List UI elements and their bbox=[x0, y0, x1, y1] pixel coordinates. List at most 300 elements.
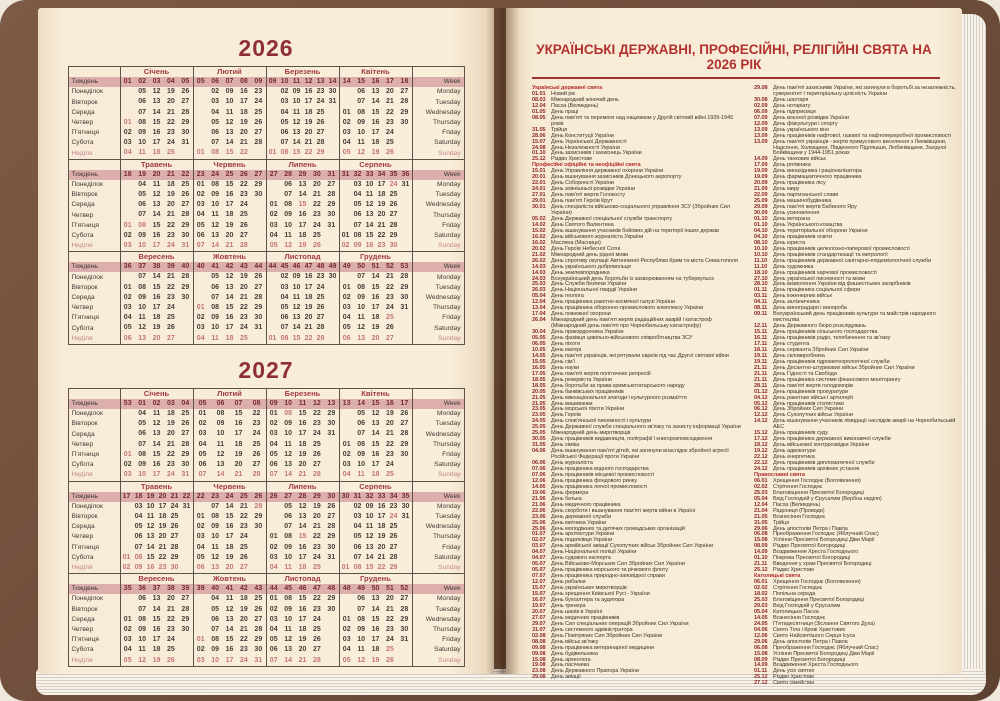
week-numbers bbox=[194, 77, 266, 87]
holiday-date: 01.10 bbox=[753, 221, 768, 228]
dates-row bbox=[121, 409, 193, 419]
dates-row bbox=[121, 460, 193, 470]
date-cell: 01 bbox=[341, 563, 350, 571]
date-cell: 21 bbox=[298, 471, 307, 479]
date-cell: 24 bbox=[240, 324, 248, 332]
date-cell: 22 bbox=[240, 180, 248, 188]
dates-row bbox=[194, 502, 266, 512]
holiday-item: 12.04 Пасха (Великдень) bbox=[532, 102, 599, 109]
date-cell bbox=[181, 522, 193, 532]
date-cell: 13 bbox=[371, 88, 380, 96]
week-label-en: Week bbox=[412, 77, 464, 87]
month-name: Грудень bbox=[339, 574, 412, 585]
week-number: 46 bbox=[292, 263, 301, 271]
date-cell: 17 bbox=[371, 304, 380, 312]
holiday-item: 21.06 День батька bbox=[532, 495, 582, 502]
date-cell: 31 bbox=[181, 139, 190, 147]
date-cell bbox=[397, 645, 411, 655]
holiday-date: 08.03 bbox=[532, 96, 546, 103]
week-number: 53 bbox=[400, 263, 409, 271]
date-cell: 22 bbox=[377, 563, 386, 571]
date-cell: 10 bbox=[357, 461, 365, 469]
dates-row bbox=[340, 180, 412, 190]
week-number: 08 bbox=[240, 78, 248, 85]
date-cell bbox=[267, 502, 281, 512]
month-name: Червень bbox=[193, 159, 266, 170]
holiday-date: 02.02 bbox=[753, 483, 768, 490]
holiday-item: 07.06 День працівника водного господарства bbox=[532, 466, 649, 472]
holiday-item: 15.07 День Української Державності bbox=[532, 138, 627, 145]
date-cell bbox=[400, 532, 412, 542]
date-cell: 18 bbox=[304, 293, 313, 301]
date-cell: 05 bbox=[269, 242, 278, 250]
holiday-item: 19.06 День фермера bbox=[532, 489, 589, 496]
holiday-date: 23.05 bbox=[532, 412, 546, 419]
holiday-item: 07.09 День воєнної розвідки України bbox=[753, 114, 849, 121]
week-number: 33 bbox=[377, 492, 386, 500]
day-label-ua: Середа bbox=[68, 522, 120, 532]
holiday-item: 22.09 День партизанської слави bbox=[753, 192, 839, 199]
date-cell bbox=[267, 323, 279, 333]
date-cell: 16 bbox=[225, 191, 234, 199]
date-cell: 30 bbox=[400, 625, 409, 633]
date-cell: 12 bbox=[371, 410, 380, 418]
dates-row bbox=[121, 502, 193, 512]
date-cell bbox=[251, 241, 265, 251]
date-cell: 05 bbox=[196, 221, 205, 229]
date-cell bbox=[340, 594, 354, 604]
date-cell: 29 bbox=[389, 231, 398, 239]
date-cell: 26 bbox=[254, 118, 263, 126]
day-label-ua: Субота bbox=[68, 645, 120, 655]
date-cell: 20 bbox=[158, 533, 167, 541]
holiday-date: 28.11 bbox=[753, 382, 768, 389]
week-number: 13 bbox=[316, 78, 325, 85]
week-numbers bbox=[340, 170, 412, 180]
date-cell: 01 bbox=[269, 201, 278, 209]
month-name: Жовтень bbox=[193, 252, 266, 263]
date-cell: 10 bbox=[138, 304, 146, 312]
date-cell: 19 bbox=[371, 656, 380, 664]
date-cell: 08 bbox=[280, 149, 289, 157]
date-cell bbox=[194, 615, 208, 625]
day-label-en: Wednesday bbox=[412, 429, 464, 439]
date-cell: 01 bbox=[123, 118, 132, 126]
dates-row bbox=[194, 615, 266, 625]
holiday-item: 29.01 День пам’яті Героїв Крут bbox=[532, 198, 613, 205]
holiday-date: 07.06 bbox=[532, 466, 546, 472]
date-cell: 05 bbox=[342, 324, 351, 332]
holiday-item: 14.09 Воздвиження Хреста Господнього bbox=[753, 662, 859, 669]
date-cell bbox=[340, 543, 352, 553]
dates-row bbox=[194, 656, 266, 666]
dates-row bbox=[267, 645, 339, 655]
date-cell: 13 bbox=[292, 129, 301, 137]
week-number: 03 bbox=[152, 78, 161, 85]
date-cell: 14 bbox=[284, 656, 292, 664]
date-cell: 11 bbox=[357, 314, 365, 322]
holiday-date: 29.09 bbox=[753, 204, 768, 211]
date-cell: 21 bbox=[225, 242, 234, 250]
date-cell: 25 bbox=[313, 440, 321, 448]
dates-row bbox=[121, 241, 193, 251]
holiday-item: 15.07 День хрещення Київської Русі - України bbox=[532, 591, 650, 598]
dates-row bbox=[121, 605, 193, 615]
date-cell: 06 bbox=[211, 129, 219, 137]
dates-row bbox=[121, 532, 193, 542]
date-cell: 02 bbox=[280, 273, 289, 281]
dates-row bbox=[121, 615, 193, 625]
week-number: 19 bbox=[138, 170, 146, 178]
date-cell bbox=[194, 272, 208, 282]
holiday-item: 14.05 День пам’яті українців, які рятували євреїв під час Другої світової війни bbox=[532, 352, 729, 359]
date-cell bbox=[251, 543, 265, 553]
date-cell: 06 bbox=[196, 563, 205, 571]
date-cell: 29 bbox=[181, 283, 190, 291]
date-cell: 26 bbox=[240, 221, 248, 229]
week-label-en: Week bbox=[412, 262, 464, 272]
date-cell bbox=[121, 522, 133, 532]
date-cell: 29 bbox=[316, 334, 325, 342]
dates-row bbox=[267, 231, 339, 241]
holiday-date: 05.07 bbox=[532, 567, 546, 574]
holiday-date: 21.05 bbox=[532, 394, 546, 401]
date-cell: 13 bbox=[365, 211, 374, 219]
date-cell bbox=[178, 334, 192, 344]
week-number: 35 bbox=[389, 170, 398, 178]
day-label-en: Wednesday bbox=[412, 522, 464, 532]
holiday-item: 02.07 День податківця України bbox=[532, 537, 613, 544]
holiday-item: 22.06 День скорботи і вшанування пам’яті жертв війни в Україні bbox=[532, 507, 695, 514]
date-cell: 23 bbox=[167, 625, 175, 633]
date-cell: 07 bbox=[280, 139, 289, 147]
holiday-date: 15.07 bbox=[532, 585, 546, 592]
date-cell: 24 bbox=[167, 242, 175, 250]
date-cell: 16 bbox=[152, 293, 161, 301]
date-cell: 18 bbox=[298, 231, 307, 239]
date-cell: 03 bbox=[280, 98, 289, 106]
date-cell: 24 bbox=[316, 98, 325, 106]
dates-row bbox=[194, 460, 266, 470]
holiday-date: 20.05 bbox=[532, 388, 546, 395]
date-cell: 19 bbox=[371, 324, 380, 332]
date-cell: 09 bbox=[138, 625, 146, 633]
date-cell: 19 bbox=[313, 502, 321, 510]
day-label-en: Thursday bbox=[412, 440, 464, 450]
date-cell: 04 bbox=[123, 149, 132, 157]
date-cell: 08 bbox=[211, 512, 219, 520]
date-cell: 20 bbox=[225, 231, 234, 239]
dates-row bbox=[121, 97, 193, 107]
week-label-ua: Тиждень bbox=[68, 170, 120, 180]
holiday-item: 06.12 День Збройних Сил України bbox=[753, 406, 844, 413]
week-number: 20 bbox=[158, 492, 167, 500]
date-cell: 16 bbox=[371, 118, 380, 126]
week-numbers bbox=[194, 399, 266, 409]
day-label-en: Tuesday bbox=[412, 419, 464, 429]
date-cell: 30 bbox=[181, 461, 190, 469]
holiday-date: 02.08 bbox=[532, 632, 546, 639]
holiday-date: 18.02 bbox=[753, 591, 768, 598]
holiday-date: 15.05 bbox=[532, 358, 546, 365]
date-cell: 15 bbox=[371, 440, 380, 448]
holiday-item: 05.12 День працівників статистики bbox=[753, 400, 844, 407]
holiday-item: 26.02 День спротиву окупації Автономної Республіки Крим та міста Севастополя bbox=[532, 257, 738, 264]
date-cell: 09 bbox=[357, 118, 365, 126]
date-cell: 27 bbox=[400, 420, 409, 428]
date-cell: 20 bbox=[313, 512, 321, 520]
week-numbers bbox=[267, 77, 339, 87]
holiday-date: 05.04 bbox=[532, 293, 546, 300]
holiday-item: 04.07 День судового експерта bbox=[532, 555, 611, 562]
dates-row bbox=[194, 543, 266, 553]
day-label-ua: Субота bbox=[68, 323, 120, 333]
day-label-en: Friday bbox=[412, 128, 464, 138]
date-cell: 29 bbox=[181, 450, 190, 458]
date-cell: 11 bbox=[284, 563, 292, 571]
date-cell bbox=[121, 200, 135, 210]
dates-row bbox=[340, 532, 412, 542]
date-cell bbox=[121, 594, 135, 604]
date-cell: 14 bbox=[371, 98, 380, 106]
date-cell: 25 bbox=[254, 595, 263, 603]
date-cell: 28 bbox=[400, 98, 409, 106]
date-cell: 24 bbox=[254, 98, 263, 106]
day-label-en: Monday bbox=[412, 502, 464, 512]
date-cell: 30 bbox=[181, 231, 190, 239]
date-cell bbox=[327, 128, 339, 138]
date-cell: 29 bbox=[181, 615, 190, 623]
date-cell: 08 bbox=[353, 563, 362, 571]
holiday-item: 06.05 День піхоти bbox=[532, 340, 581, 347]
date-cell: 02 bbox=[123, 293, 132, 301]
date-cell bbox=[194, 97, 208, 107]
date-cell: 11 bbox=[216, 440, 225, 448]
date-cell: 08 bbox=[211, 304, 219, 312]
holiday-date: 18.12 bbox=[753, 442, 768, 449]
date-cell: 16 bbox=[152, 129, 161, 137]
holiday-date: 18.11 bbox=[753, 346, 768, 353]
date-cell: 24 bbox=[389, 180, 398, 188]
holiday-item: 27.12 Свято сімейства bbox=[753, 680, 815, 687]
holiday-date: 01.07 bbox=[532, 531, 546, 538]
holiday-item: 01.01 Новий рік bbox=[532, 90, 575, 97]
date-cell: 23 bbox=[167, 461, 175, 469]
date-cell bbox=[267, 512, 281, 522]
week-number: 12 bbox=[304, 78, 313, 85]
date-cell: 29 bbox=[170, 553, 179, 561]
date-cell bbox=[194, 625, 208, 635]
date-cell: 27 bbox=[313, 646, 321, 654]
date-cell: 31 bbox=[254, 656, 263, 664]
date-cell: 29 bbox=[254, 304, 263, 312]
holiday-date: 08.09 bbox=[753, 656, 768, 663]
date-cell: 01 bbox=[196, 636, 205, 644]
date-cell: 15 bbox=[146, 553, 155, 561]
day-label-en: Tuesday bbox=[412, 283, 464, 293]
date-cell: 08 bbox=[357, 615, 365, 623]
dates-row bbox=[267, 138, 339, 148]
date-cell bbox=[194, 293, 208, 303]
holiday-date: 14.03 bbox=[532, 263, 546, 270]
date-cell: 05 bbox=[284, 502, 292, 510]
date-cell: 23 bbox=[167, 293, 175, 301]
holiday-item: 31.05 Трійця bbox=[753, 519, 790, 526]
holiday-item: 11.10 День працівників державної санітарно-епідеміологічної служби bbox=[753, 257, 932, 264]
date-cell: 01 bbox=[268, 149, 277, 157]
date-cell bbox=[267, 522, 281, 532]
holiday-date: 21.05 bbox=[532, 400, 546, 407]
holiday-item: 01.10 День захисників і захисниць України bbox=[532, 150, 642, 157]
holiday-date: 04.06 bbox=[753, 626, 768, 633]
date-cell: 15 bbox=[152, 450, 161, 458]
week-number: 35 bbox=[401, 492, 410, 500]
date-cell bbox=[121, 97, 135, 107]
date-cell: 24 bbox=[313, 615, 321, 623]
date-cell: 16 bbox=[240, 88, 248, 96]
date-cell: 13 bbox=[357, 334, 365, 342]
date-cell: 25 bbox=[386, 139, 394, 147]
dates-row bbox=[267, 656, 339, 666]
date-cell: 05 bbox=[269, 450, 278, 458]
date-cell: 25 bbox=[240, 334, 248, 342]
day-label-en: Friday bbox=[412, 313, 464, 323]
date-cell: 12 bbox=[146, 523, 155, 531]
dates-row bbox=[194, 334, 266, 344]
date-cell: 19 bbox=[240, 118, 248, 126]
holiday-item: 05.07 День Військово-Морських Сил Збройних Сил України bbox=[532, 561, 685, 568]
dates-row bbox=[267, 323, 339, 333]
date-cell: 18 bbox=[167, 410, 175, 418]
holiday-date: 26.03 bbox=[532, 287, 546, 294]
holiday-date: 30.01 bbox=[532, 204, 546, 211]
date-cell: 28 bbox=[400, 273, 409, 281]
date-cell: 05 bbox=[211, 273, 219, 281]
day-label-ua: Неділя bbox=[68, 148, 120, 159]
holiday-date: 07.06 bbox=[532, 471, 546, 478]
holiday-item: 21.05 День міжнаціональної злагоди і культурного розмаїття bbox=[532, 394, 687, 401]
month-name: Січень bbox=[120, 67, 193, 78]
week-number: 27 bbox=[284, 492, 292, 500]
day-label-en: Wednesday bbox=[412, 200, 464, 210]
day-label-en: Thursday bbox=[412, 625, 464, 635]
holiday-item: 15.01 День Управління державної охорони України bbox=[532, 168, 664, 175]
holiday-date: 01.11 bbox=[753, 668, 768, 675]
date-cell: 21 bbox=[234, 471, 243, 479]
date-cell: 31 bbox=[401, 180, 410, 188]
date-cell bbox=[327, 118, 339, 128]
dates-row bbox=[267, 419, 339, 429]
date-cell: 12 bbox=[216, 450, 225, 458]
day-label-en: Monday bbox=[412, 594, 464, 604]
holiday-item: 06.08 Преображення Господнє (Яблучний Спас) bbox=[753, 531, 879, 538]
holiday-item: 19.07 День тренера bbox=[532, 602, 586, 609]
holiday-date: 17.05 bbox=[532, 370, 546, 377]
date-cell: 03 bbox=[342, 636, 351, 644]
date-cell: 08 bbox=[211, 180, 219, 188]
holiday-date: 14.06 bbox=[532, 483, 546, 490]
date-cell bbox=[194, 118, 208, 128]
holiday-date: 01.10 bbox=[753, 215, 768, 222]
holiday-date: 20.02 bbox=[532, 245, 546, 252]
date-cell: 25 bbox=[389, 191, 398, 199]
week-number: 06 bbox=[216, 399, 225, 407]
day-label-ua: Субота bbox=[68, 460, 120, 470]
month-name: Січень bbox=[120, 388, 193, 399]
holiday-item: 08.09 Різдво Пресвятої Богородиці bbox=[753, 656, 845, 663]
date-cell: 12 bbox=[357, 324, 365, 332]
date-cell: 08 bbox=[134, 553, 143, 561]
holiday-date: 15.08 bbox=[753, 537, 768, 544]
holiday-date: 04.12 bbox=[753, 394, 768, 401]
date-cell: 17 bbox=[304, 98, 313, 106]
dates-row bbox=[340, 97, 412, 107]
holiday-date: 06.05 bbox=[532, 340, 546, 347]
date-cell: 23 bbox=[252, 420, 261, 428]
holiday-item: 29.06 День апостолів Петра і Павла bbox=[753, 638, 848, 645]
holiday-item: 09.08 День працівника ветеринарної медицини bbox=[532, 644, 654, 651]
date-cell: 23 bbox=[167, 129, 175, 137]
dates-row bbox=[340, 200, 412, 210]
date-cell: 07 bbox=[138, 273, 146, 281]
date-cell bbox=[340, 272, 354, 282]
week-number: 36 bbox=[401, 170, 410, 178]
date-cell: 03 bbox=[280, 283, 289, 291]
date-cell: 02 bbox=[198, 420, 207, 428]
date-cell: 15 bbox=[225, 149, 234, 157]
holiday-item: 06.01 Хрещення Господнє (Богоявлення) bbox=[753, 477, 861, 484]
day-label-ua: Вівторок bbox=[68, 419, 120, 429]
holiday-item: 25.03 Благовіщення Пресвятої Богородиці bbox=[753, 596, 864, 603]
holiday-date: 24.05 bbox=[532, 418, 546, 425]
holiday-item: 04.06 День вшанування пам’яті дітей, які загинули внаслідок збройної агресії Російської Федерації проти України bbox=[532, 448, 729, 461]
day-label-en: Sunday bbox=[412, 334, 464, 345]
date-cell: 07 bbox=[211, 139, 219, 147]
date-cell: 22 bbox=[386, 108, 394, 116]
date-cell bbox=[178, 303, 192, 313]
week-numbers bbox=[121, 262, 193, 272]
date-cell: 26 bbox=[316, 118, 325, 126]
date-cell: 18 bbox=[298, 440, 307, 448]
dates-row bbox=[340, 429, 412, 439]
holiday-item: 29.06 День апостолів Петра і Павла bbox=[753, 525, 848, 532]
holiday-item: 14.02 День Святого Валентина bbox=[532, 221, 614, 228]
date-cell: 18 bbox=[304, 108, 313, 116]
date-cell: 19 bbox=[298, 242, 307, 250]
date-cell: 03 bbox=[342, 304, 351, 312]
date-cell bbox=[400, 221, 412, 231]
date-cell: 10 bbox=[138, 139, 146, 147]
week-number: 15 bbox=[371, 399, 380, 407]
week-number: 38 bbox=[167, 585, 175, 593]
dates-row bbox=[121, 419, 193, 429]
date-cell: 14 bbox=[292, 324, 301, 332]
week-label-en: Week bbox=[412, 170, 464, 180]
holiday-item: 15.12 День працівників суду bbox=[753, 430, 828, 437]
date-cell: 11 bbox=[138, 149, 146, 157]
holiday-date: 04.11 bbox=[753, 299, 768, 306]
date-cell: 14 bbox=[371, 605, 380, 613]
date-cell: 01 bbox=[269, 595, 278, 603]
day-label-en: Friday bbox=[412, 450, 464, 460]
date-cell: 24 bbox=[167, 471, 175, 479]
dates-row bbox=[340, 293, 412, 303]
date-cell: 12 bbox=[284, 636, 292, 644]
week-number: 35 bbox=[123, 585, 132, 593]
date-cell: 17 bbox=[225, 656, 234, 664]
date-cell: 18 bbox=[298, 625, 307, 633]
date-cell bbox=[121, 272, 135, 282]
